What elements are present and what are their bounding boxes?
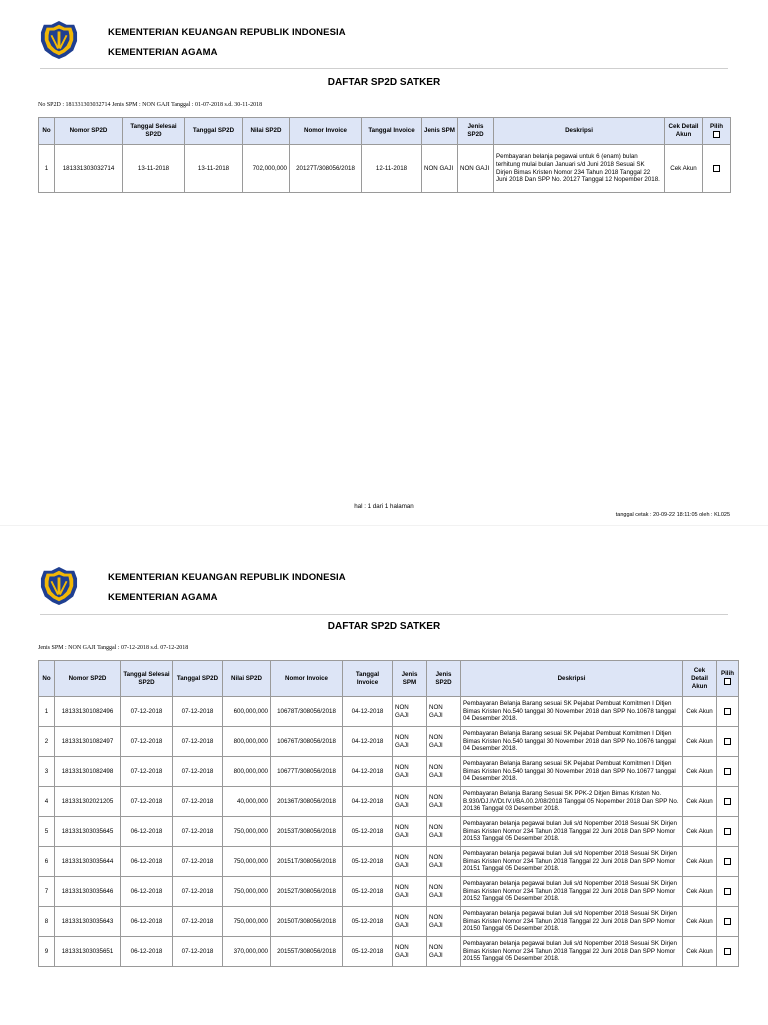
row-number: 1 (39, 145, 55, 193)
row-select-checkbox[interactable] (713, 165, 720, 172)
sp2d-date: 07-12-2018 (173, 727, 223, 757)
kemenkeu-logo (40, 20, 78, 60)
spm-type: NON GAJI (393, 697, 427, 727)
header-divider (40, 614, 728, 615)
sp2d-type: NON GAJI (427, 757, 461, 787)
sp2d-value: 370,000,000 (223, 937, 271, 967)
row-select-checkbox[interactable] (724, 948, 731, 955)
row-select-checkbox[interactable] (724, 708, 731, 715)
sp2d-date: 07-12-2018 (173, 907, 223, 937)
invoice-date: 04-12-2018 (343, 727, 393, 757)
page-info: hal : 1 dari 1 halaman (354, 503, 414, 510)
row-select-checkbox[interactable] (724, 888, 731, 895)
header-divider (40, 68, 728, 69)
kemenkeu-logo (40, 566, 78, 606)
sp2d-table (38, 117, 731, 193)
spm-type: NON GAJI (422, 145, 458, 193)
check-account-link[interactable]: Cek Akun (683, 907, 717, 937)
spm-type: NON GAJI (393, 877, 427, 907)
row-select-checkbox[interactable] (724, 918, 731, 925)
sp2d-number: 181331303032714 (55, 145, 123, 193)
select-cell (717, 757, 739, 787)
invoice-number: 20127T/308056/2018 (290, 145, 362, 193)
spm-type: NON GAJI (393, 907, 427, 937)
check-account-link[interactable]: Cek Akun (683, 847, 717, 877)
row-number: 5 (39, 817, 55, 847)
filter-info: No SP2D : 181331303032714 Jenis SPM : NON GAJI Tanggal : 01-07-2018 s.d. 30-11-2018 (38, 102, 263, 108)
column-header: Cek Detail Akun (683, 661, 717, 697)
sp2d-value: 750,000,000 (223, 817, 271, 847)
select-cell (717, 697, 739, 727)
check-account-link[interactable]: Cek Akun (683, 757, 717, 787)
select-cell (717, 877, 739, 907)
finish-date: 06-12-2018 (121, 877, 173, 907)
invoice-date: 05-12-2018 (343, 937, 393, 967)
column-header: Jenis SP2D (427, 661, 461, 697)
finish-date: 07-12-2018 (121, 787, 173, 817)
sp2d-date: 13-11-2018 (185, 145, 243, 193)
column-header: Tanggal SP2D (173, 661, 223, 697)
agency-name: KEMENTERIAN AGAMA (108, 592, 218, 603)
select-cell (717, 787, 739, 817)
row-number: 1 (39, 697, 55, 727)
row-number: 4 (39, 787, 55, 817)
column-header: Tanggal Invoice (362, 118, 422, 145)
sp2d-number: 181331301082497 (55, 727, 121, 757)
finish-date: 06-12-2018 (121, 937, 173, 967)
row-select-checkbox[interactable] (724, 768, 731, 775)
row-number: 8 (39, 907, 55, 937)
invoice-date: 04-12-2018 (343, 787, 393, 817)
table-header-row (39, 661, 739, 697)
select-all-label: Pilih (720, 670, 735, 678)
select-all-checkbox[interactable] (724, 678, 731, 685)
invoice-date: 05-12-2018 (343, 907, 393, 937)
select-cell (717, 907, 739, 937)
print-info: tanggal cetak : 20-09-22 18:11:05 oleh : KL025 (615, 512, 730, 518)
table-row (39, 907, 739, 937)
description: Pembayaran belanja pegawai bulan Juli s/d Nopember 2018 Sesuai SK Dirjen Bimas Kristen Nomor 234 Tahun 2018 Tanggal 22 Juni 2018 Dan SPP Nomor 20155 Tanggal 05 Desember 2018. (461, 937, 683, 967)
spm-type: NON GAJI (393, 847, 427, 877)
column-header: Tanggal Selesai SP2D (123, 118, 185, 145)
column-header: Deskripsi (494, 118, 665, 145)
check-account-link[interactable]: Cek Akun (683, 817, 717, 847)
invoice-date: 04-12-2018 (343, 697, 393, 727)
invoice-date: 12-11-2018 (362, 145, 422, 193)
description: Pembayaran belanja pegawai bulan Juli s/d Nopember 2018 Sesuai SK Dirjen Bimas Kristen Nomor 234 Tahun 2018 Tanggal 22 Juni 2018 Dan SPP Nomor 20152 Tanggal 05 Desember 2018. (461, 877, 683, 907)
select-cell (703, 145, 731, 193)
description: Pembayaran Belanja Barang Sesuai SK PPK-2 Ditjen Bimas Kristen No. B.930/DJ.IV/Dt.IV.I/BA.00.2/08/2018 Tanggal 05 Nopember 2018 Dan SPP No. 20136 Tanggal 03 Desember 2018. (461, 787, 683, 817)
sp2d-date: 07-12-2018 (173, 937, 223, 967)
select-all-label: Pilih (709, 122, 724, 130)
sp2d-value: 40,000,000 (223, 787, 271, 817)
sp2d-date: 07-12-2018 (173, 847, 223, 877)
finish-date: 07-12-2018 (121, 697, 173, 727)
check-account-link[interactable]: Cek Akun (683, 937, 717, 967)
description: Pembayaran belanja pegawai untuk 6 (enam) bulan terhitung mulai bulan Januari s/d Juni 2018 Sesuai SK Dirjen Bimas Kristen Nomor 234 Tahun 2018 Tanggal 22 Juni 2018 Dan SPP No. 20127 Tanggal 12 Nopember 2018. (494, 145, 665, 193)
spm-type: NON GAJI (393, 727, 427, 757)
sp2d-value: 800,000,000 (223, 727, 271, 757)
report-title: DAFTAR SP2D SATKER (327, 621, 441, 632)
sp2d-type: NON GAJI (427, 847, 461, 877)
sp2d-type: NON GAJI (427, 907, 461, 937)
check-account-link[interactable]: Cek Akun (683, 697, 717, 727)
column-header (717, 661, 739, 697)
sp2d-table (38, 660, 739, 967)
column-header: Jenis SPM (393, 661, 427, 697)
column-header: Jenis SPM (422, 118, 458, 145)
column-header: Tanggal SP2D (185, 118, 243, 145)
column-header: Nilai SP2D (243, 118, 290, 145)
spm-type: NON GAJI (393, 787, 427, 817)
select-cell (717, 937, 739, 967)
check-account-link[interactable]: Cek Akun (683, 727, 717, 757)
column-header: No (39, 118, 55, 145)
spm-type: NON GAJI (393, 817, 427, 847)
sp2d-value: 750,000,000 (223, 847, 271, 877)
sp2d-value: 750,000,000 (223, 877, 271, 907)
filter-info: Jenis SPM : NON GAJI Tanggal : 07-12-2018 s.d. 07-12-2018 (38, 645, 189, 651)
table-row (39, 847, 739, 877)
check-account-link[interactable]: Cek Akun (683, 787, 717, 817)
table-row (39, 727, 739, 757)
row-select-checkbox[interactable] (724, 858, 731, 865)
sp2d-type: NON GAJI (427, 727, 461, 757)
column-header: Tanggal Invoice (343, 661, 393, 697)
sp2d-value: 800,000,000 (223, 757, 271, 787)
description: Pembayaran belanja pegawai bulan Juli s/d Nopember 2018 Sesuai SK Dirjen Bimas Kristen Nomor 234 Tahun 2018 Tanggal 22 Juni 2018 Dan SPP Nomor 20150 Tanggal 05 Desember 2018. (461, 907, 683, 937)
sp2d-value: 750,000,000 (223, 907, 271, 937)
sp2d-number: 181331302021205 (55, 787, 121, 817)
finish-date: 13-11-2018 (123, 145, 185, 193)
row-number: 9 (39, 937, 55, 967)
sp2d-date: 07-12-2018 (173, 877, 223, 907)
sp2d-date: 07-12-2018 (173, 817, 223, 847)
description: Pembayaran Belanja Barang sesuai SK Pejabat Pembuat Komitmen I Ditjen Bimas Kristen No.540 tanggal 30 November 2018 dan SPP No.10677 tanggal 04 Desember 2018. (461, 757, 683, 787)
table-row (39, 697, 739, 727)
table-header-row (39, 118, 731, 145)
ministry-name: KEMENTERIAN KEUANGAN REPUBLIK INDONESIA (108, 27, 346, 38)
sp2d-number: 181331303035651 (55, 937, 121, 967)
table-row (39, 757, 739, 787)
sp2d-type: NON GAJI (427, 937, 461, 967)
invoice-number: 20153T/308056/2018 (271, 817, 343, 847)
report-title: DAFTAR SP2D SATKER (327, 77, 441, 88)
sp2d-type: NON GAJI (458, 145, 494, 193)
sp2d-number: 181331303035644 (55, 847, 121, 877)
row-select-checkbox[interactable] (724, 738, 731, 745)
invoice-number: 10676T/308056/2018 (271, 727, 343, 757)
table-row (39, 787, 739, 817)
invoice-number: 10678T/308056/2018 (271, 697, 343, 727)
column-header: No (39, 661, 55, 697)
sp2d-date: 07-12-2018 (173, 697, 223, 727)
invoice-number: 20155T/308056/2018 (271, 937, 343, 967)
finish-date: 06-12-2018 (121, 847, 173, 877)
finish-date: 07-12-2018 (121, 727, 173, 757)
column-header: Nomor SP2D (55, 118, 123, 145)
spm-type: NON GAJI (393, 757, 427, 787)
sp2d-number: 181331303035643 (55, 907, 121, 937)
invoice-number: 20152T/308056/2018 (271, 877, 343, 907)
row-select-checkbox[interactable] (724, 798, 731, 805)
column-header: Nilai SP2D (223, 661, 271, 697)
invoice-number: 10677T/308056/2018 (271, 757, 343, 787)
description: Pembayaran Belanja Barang sesuai SK Pejabat Pembuat Komitmen I Ditjen Bimas Kristen No.540 tanggal 30 November 2018 dan SPP No.10676 tanggal 04 Desember 2018. (461, 727, 683, 757)
spm-type: NON GAJI (393, 937, 427, 967)
column-header: Nomor Invoice (290, 118, 362, 145)
sp2d-number: 181331303035645 (55, 817, 121, 847)
column-header (703, 118, 731, 145)
table-row (39, 877, 739, 907)
column-header: Nomor Invoice (271, 661, 343, 697)
finish-date: 07-12-2018 (121, 757, 173, 787)
report-page-2 (0, 525, 768, 1025)
sp2d-type: NON GAJI (427, 877, 461, 907)
invoice-date: 05-12-2018 (343, 817, 393, 847)
select-all-checkbox[interactable] (713, 131, 720, 138)
sp2d-type: NON GAJI (427, 817, 461, 847)
invoice-number: 20136T/308056/2018 (271, 787, 343, 817)
select-cell (717, 727, 739, 757)
table-row (39, 145, 731, 193)
check-account-link[interactable]: Cek Akun (665, 145, 703, 193)
sp2d-type: NON GAJI (427, 787, 461, 817)
check-account-link[interactable]: Cek Akun (683, 877, 717, 907)
agency-name: KEMENTERIAN AGAMA (108, 47, 218, 58)
row-select-checkbox[interactable] (724, 828, 731, 835)
finish-date: 06-12-2018 (121, 907, 173, 937)
select-cell (717, 817, 739, 847)
sp2d-value: 600,000,000 (223, 697, 271, 727)
sp2d-type: NON GAJI (427, 697, 461, 727)
invoice-date: 05-12-2018 (343, 877, 393, 907)
select-cell (717, 847, 739, 877)
invoice-date: 04-12-2018 (343, 757, 393, 787)
invoice-number: 20151T/308056/2018 (271, 847, 343, 877)
column-header: Tanggal Selesai SP2D (121, 661, 173, 697)
table-row (39, 937, 739, 967)
column-header: Nomor SP2D (55, 661, 121, 697)
sp2d-number: 181331301082496 (55, 697, 121, 727)
column-header: Deskripsi (461, 661, 683, 697)
sp2d-value: 702,000,000 (243, 145, 290, 193)
row-number: 3 (39, 757, 55, 787)
sp2d-date: 07-12-2018 (173, 757, 223, 787)
invoice-number: 20150T/308056/2018 (271, 907, 343, 937)
row-number: 2 (39, 727, 55, 757)
invoice-date: 05-12-2018 (343, 847, 393, 877)
table-row (39, 817, 739, 847)
description: Pembayaran Belanja Barang sesuai SK Pejabat Pembuat Komitmen I Ditjen Bimas Kristen No.540 tanggal 30 November 2018 dan SPP No.10678 tanggal 04 Desember 2018. (461, 697, 683, 727)
description: Pembayaran belanja pegawai bulan Juli s/d Nopember 2018 Sesuai SK Dirjen Bimas Kristen Nomor 234 Tahun 2018 Tanggal 22 Juni 2018 Dan SPP Nomor 20153 Tanggal 05 Desember 2018. (461, 817, 683, 847)
column-header: Jenis SP2D (458, 118, 494, 145)
description: Pembayaran belanja pegawai bulan Juli s/d Nopember 2018 Sesuai SK Dirjen Bimas Kristen Nomor 234 Tahun 2018 Tanggal 22 Juni 2018 Dan SPP Nomor 20151 Tanggal 05 Desember 2018. (461, 847, 683, 877)
finish-date: 06-12-2018 (121, 817, 173, 847)
sp2d-date: 07-12-2018 (173, 787, 223, 817)
ministry-name: KEMENTERIAN KEUANGAN REPUBLIK INDONESIA (108, 572, 346, 583)
column-header: Cek Detail Akun (665, 118, 703, 145)
row-number: 7 (39, 877, 55, 907)
sp2d-number: 181331301082498 (55, 757, 121, 787)
sp2d-number: 181331303035646 (55, 877, 121, 907)
row-number: 6 (39, 847, 55, 877)
